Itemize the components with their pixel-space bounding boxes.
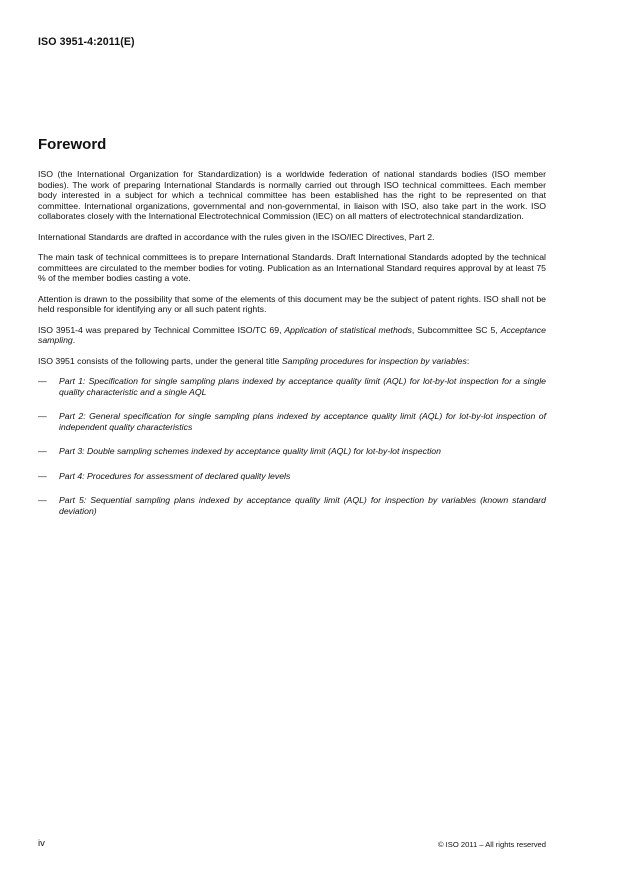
part-3-title: Part 3: Double sampling schemes indexed by acceptance quality limit (AQL) for lot-by-lot inspection (59, 446, 441, 456)
list-item (38, 446, 546, 457)
prepared-text-post: . (72, 335, 76, 345)
parts-list (38, 376, 546, 516)
series-general-title: Sampling procedures for inspection by variables (281, 355, 467, 366)
paragraph-series-parts (38, 356, 546, 367)
series-text-post: : (466, 355, 470, 366)
part-5-title: Part 5: Sequential sampling plans indexed by acceptance quality limit (AQL) for inspection by variables (known standard deviation) (59, 495, 546, 516)
paragraph-patent-rights: Attention is drawn to the possibility that some of the elements of this document may be the subject of patent rights. ISO shall not be held responsible for identifying any or all such patent rights. (38, 293, 546, 314)
copyright-notice: © ISO 2011 – All rights reserved (437, 840, 546, 849)
part-1-title: Part 1: Specification for single sampling plans indexed by acceptance quality limit (AQL) for lot-by-lot inspection for a single quality characteristic and a single AQL (59, 376, 546, 397)
list-item (38, 471, 546, 482)
page-number: iv (38, 838, 45, 849)
page-title: Foreword (38, 136, 107, 153)
dash-marker: — (38, 376, 47, 386)
list-item (38, 411, 546, 432)
dash-marker: — (38, 446, 47, 456)
document-id-header: ISO 3951-4:2011(E) (38, 36, 135, 48)
subcommittee-title: Acceptance sampling (38, 324, 546, 345)
list-item (38, 495, 546, 516)
dash-marker: — (38, 411, 47, 421)
dash-marker: — (38, 470, 47, 481)
prepared-text-mid: , Subcommittee SC 5, (411, 324, 501, 335)
prepared-text-pre: ISO 3951-4 was prepared by Technical Committee ISO/TC 69, (38, 324, 285, 335)
committee-title: Application of statistical methods (284, 324, 412, 335)
paragraph-iso-intro: ISO (the International Organization for Standardization) is a worldwide federation of national standards bodies (ISO member bodies). The work of preparing International Standards is normally carried out through ISO technical committees. Each member body interested in a subject for which a technical committee has been established has the right to be represented on that committee. International organizations, governmental and non-governmental, in liaison with ISO, also take part in the work. ISO collaborates closely with the International Electrotechnical Commission (IEC) on all matters of electrotechnical standardization. (38, 169, 546, 221)
part-4-title: Part 4: Procedures for assessment of declared quality levels (59, 470, 291, 481)
paragraph-prepared-by (38, 325, 546, 346)
paragraph-technical-committees: The main task of technical committees is to prepare International Standards. Draft International Standards adopted by the technical committees are circulated to the member bodies for voting. Publication as an International Standard requires approval by at least 75 % of the member bodies casting a vote. (38, 252, 546, 283)
series-text-pre: ISO 3951 consists of the following parts, under the general title (38, 355, 282, 366)
foreword-body (38, 169, 546, 530)
dash-marker: — (38, 495, 47, 505)
list-item (38, 376, 546, 397)
part-2-title: Part 2: General specification for single sampling plans indexed by acceptance quality limit (AQL) for lot-by-lot inspection of independent quality characteristics (59, 411, 546, 432)
paragraph-drafting-rules: International Standards are drafted in accordance with the rules given in the ISO/IEC Directives, Part 2. (38, 231, 435, 242)
